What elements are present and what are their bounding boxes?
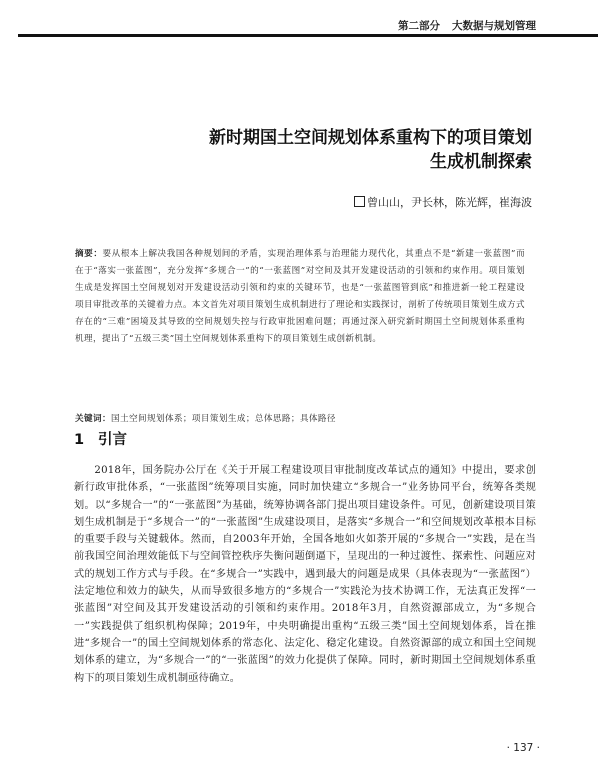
section-title: 引言 bbox=[98, 432, 127, 448]
running-head-section: 大数据与规划管理 bbox=[452, 20, 536, 32]
keywords-label: 关键词： bbox=[75, 414, 111, 424]
abstract bbox=[75, 246, 525, 348]
paper-title-line-1: 新时期国土空间规划体系重构下的项目策划 bbox=[209, 128, 532, 148]
body-paragraph: 2018年，国务院办公厅在《关于开展工程建设项目审批制度改革试点的通知》中提出，要求创新行政审批体系，“一张蓝图”统筹项目实施，同时加快建立“多规合一”业务协同平台，统筹各类规划。以“多规合一”的“一张蓝图”为基础，统筹协调各部门提出项目建设条件。可见，创新建设项目策划生成机制是于“多规合一”的“一张蓝图”生成建设项目，是落实“多规合一”和空间规划改革根本目标的重要手段与关键载体。然而，自2003年开始，全国各地如火如荼开展的“多规合一”实践，是在当前我国空间治理效能低下与空间管控秩序失衡问题倒逼下，呈现出的一种过渡性、探索性、问题应对式的规划工作方式与手段。在“多规合一”实践中，遇到最大的问题是成果（具体表现为“一张蓝图”）法定地位和效力的缺失，从而导致很多地方的“多规合一”实践沦为技术协调工作，无法真正发挥“一张蓝图”对空间及其开发建设活动的引领和约束作用。2018年3月，自然资源部成立，为“多规合一”实践提供了组织机构保障；2019年，中央明确提出重构“五级三类”国土空间规划体系，旨在推进“多规合一”的国土空间规划体系的常态化、法定化、稳定化建设。自然资源部的成立和国土空间规划体系的建立，为“多规合一”的“一张蓝图”的效力化提供了保障。同时，新时期国土空间规划体系重构下的项目策划生成机制亟待确立。 bbox=[74, 465, 536, 684]
page-number: · 137 · bbox=[506, 742, 540, 754]
abstract-text: 要从根本上解决我国各种规划间的矛盾，实现治理体系与治理能力现代化，其重点不是“新建一张蓝图”而在于“落实一张蓝图”，充分发挥“多规合一”的“一张蓝图”对空间及其开发建设活动的引领和约束作用。项目策划生成是发挥国土空间规划对开发建设活动引领和约束的关键环节，也是“一张蓝图管到底”和推进新一轮工程建设项目审批改革的关键着力点。本文首先对项目策划生成机制进行了理论和实践探讨，剖析了传统项目策划生成方式存在的“三难”困境及其导致的空间规划失控与行政审批困难问题；再通过深入研究新时期国土空间规划体系重构机理，提出了“五级三类”国土空间规划体系重构下的项目策划生成创新机制。 bbox=[75, 249, 525, 344]
paper-title-line-2: 生成机制探索 bbox=[430, 152, 532, 172]
author-list: 曾山山，尹长林，陈光辉，崔海波 bbox=[367, 196, 532, 209]
keywords bbox=[75, 412, 525, 426]
author-box-icon bbox=[354, 196, 365, 207]
running-head bbox=[0, 18, 536, 33]
section-number: 1 bbox=[74, 432, 85, 448]
authors bbox=[60, 194, 532, 210]
abstract-label: 摘要： bbox=[75, 249, 103, 259]
section-heading bbox=[74, 428, 127, 449]
keywords-text: 国土空间规划体系；项目策划生成；总体思路；具体路径 bbox=[110, 414, 336, 424]
header-rule bbox=[18, 34, 598, 37]
running-head-part: 第二部分 bbox=[398, 20, 440, 32]
